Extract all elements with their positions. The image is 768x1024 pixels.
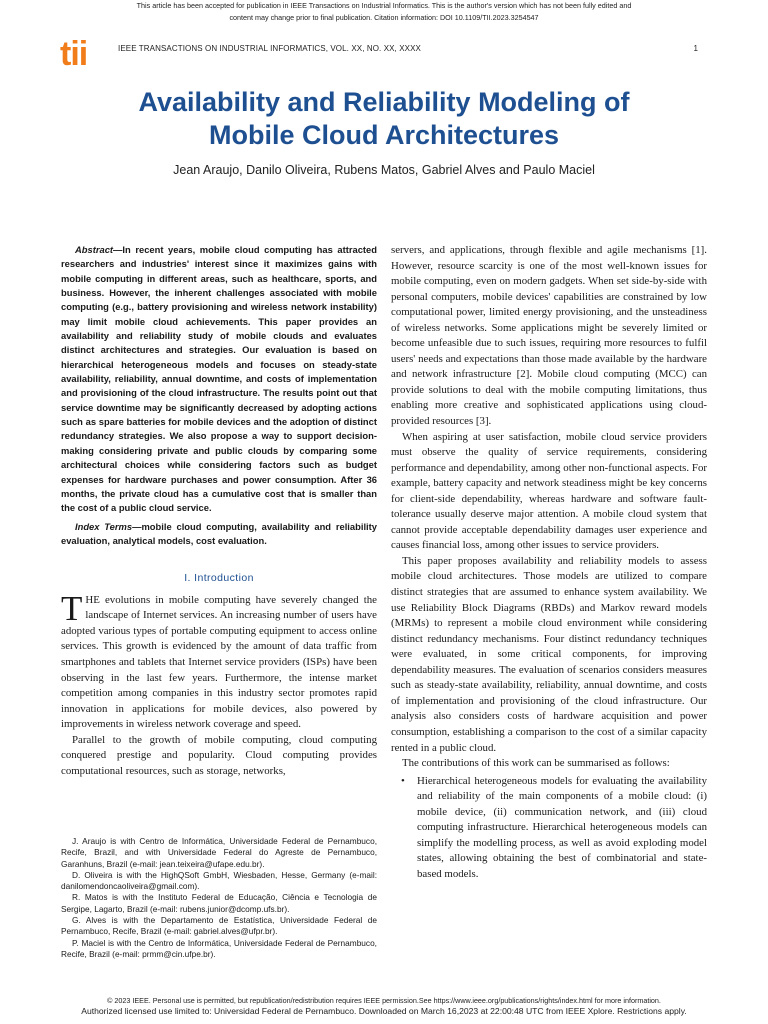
drop-cap: T	[61, 588, 83, 628]
index-terms-label: Index Terms	[75, 520, 133, 532]
author-list: Jean Araujo, Danilo Oliveira, Rubens Matos, Gabriel Alves and Paulo Maciel	[173, 163, 595, 177]
publication-notice	[0, 0, 768, 24]
list-item-text: Hierarchical heterogeneous models for evaluating the availability and reliability of the main components of a mobile cloud: (i) mobile device, (ii) communication network, and (iii) cloud computing infrastructure. Hierarchical heterogeneous models can simplify the modelling process, as well as avoid exploding model states, allowing obtaining the best of combinatorial and state-based models.	[417, 774, 707, 880]
abstract-label: Abstract	[75, 244, 114, 255]
footnote-oliveira: D. Oliveira is with the HighQSoft GmbH, Wiesbaden, Hesse, Germany (e-mail: danilomendoncaoliveira@gmail.com).	[61, 869, 377, 892]
license-notice: Authorized licensed use limited to: Universidad Federal de Pernambuco. Downloaded on March 16,2023 at 22:00:48 UTC from IEEE Xplore. Restrictions apply.	[81, 1006, 687, 1016]
copyright-notice: © 2023 IEEE. Personal use is permitted, but republication/redistribution requires IEEE permission.See https://www.ieee.org/publications/rights/index.html for more information.	[107, 996, 661, 1005]
bullet-icon: •	[401, 774, 405, 787]
abstract-text: —In recent years, mobile cloud computing has attracted researchers and industries' interest since it maximizes gains with mobile computing in different areas, such as healthcare, sports, and business. However, the inherent challenges associated with mobile computing (e.g., battery provisioning and wireless network instability) may limit mobile cloud achievements. This paper provides an availability and reliability study of mobile clouds and evaluates distinct architectures and strategies. Our evaluation is based on hierarchical heterogeneous models and focuses on steady-state availability, reliability, annual downtime, and costs of implementation and provisioning of the cloud infrastructure. The results point out that service downtime may be significantly decreased by adopting actions such as spare batteries for mobile devices and the adoption of distinct redundancy strategies. We also propose a way to support decision-making considering private and public clouds by comparing some architectural choices while considering factors such as budget expenses for hardware purchases and power consumption. After 36 months, the private cloud has a cumulative cost that is smaller than the cost of a public cloud service.	[61, 244, 377, 514]
title-line-2: Mobile Cloud Architectures	[208, 120, 560, 150]
list-item	[391, 774, 707, 883]
footnote-matos: R. Matos is with the Instituto Federal de Educação, Ciência e Tecnologia de Sergipe, Lagarto, Brazil (e-mail: rubens.junior@dcomp.ufs.br).	[61, 892, 377, 914]
paper-title	[0, 86, 768, 152]
right-paragraph-2: When aspiring at user satisfaction, mobile cloud service providers must observe the quality of service requirements, considering performance and dependability, among other non-functional aspects. For example, battery capacity and network steadiness might be key concerns for client-side dependability, whereas hardware and software fault-tolerance usually deserve major attention. A mobile cloud system that cannot provide acceptable dependability damages user experience and causes financial loss, among other issues to service providers.	[391, 430, 707, 552]
title-line-1: Availability and Reliability Modeling of	[138, 87, 630, 117]
footnote-alves: G. Alves is with the Departamento de Estatística, Universidade Federal de Pernambuco, Recife, Brazil (e-mail: gabriel.alves@ufpr.br).	[61, 915, 377, 937]
right-paragraph-3: This paper proposes availability and reliability models to assess mobile cloud architectures. Those models are utilized to compare distinct strategies that are assumed to enhance system availability. We use Reliability Block Diagrams (RBDs) and Markov reward models (MRMs) to represent a mobile cloud environment while considering distinct redundancy mechanisms. Four distinct redundancy techniques were evaluated, in some critical components, for improving dependability measures. The evaluation of scenarios considers measures such as steady-state availability, reliability, annual downtime, and costs of implementation and provisioning of the cloud infrastructure. Our analysis also considers costs of hardware acquisition and power consumption, establishing a comparison to the cost of a similar capacity rented in a public cloud.	[391, 554, 707, 754]
abstract	[61, 243, 377, 516]
tii-logo-text: tii	[60, 36, 88, 70]
intro-paragraph-1	[61, 588, 377, 733]
notice-line-2: content may change prior to final publication. Citation information: DOI 10.1109/TII.2023.3254547	[229, 13, 539, 22]
page-number: 1	[693, 44, 698, 53]
author-footnotes	[61, 836, 377, 960]
footnote-araujo: J. Araujo is with Centro de Informática, Universidade Federal de Pernambuco, Recife, Brazil, and with Universidade Federal do Agreste de Pernambuco, Garanhuns, Brazil (e-mail: jean.teixeira@ufape.edu.br).	[61, 836, 377, 869]
right-paragraph-4: The contributions of this work can be summarised as follows:	[402, 757, 670, 770]
intro-paragraph-1-text: HE evolutions in mobile computing have severely changed the landscape of Internet services. An increasing number of users have adopted various types of portable computing equipment to access online services. This growth is evidenced by the amount of data traffic from smartphones and tablets that Internet service providers (ISPs) have been observing in the last few years. Furthermore, the intense market competition among companies in this industry sector promotes rapid innovation in applications for mobile devices, also powered by improvements in wireless network coverage and speed.	[61, 593, 377, 731]
right-paragraph-1: servers, and applications, through flexible and agile mechanisms [1]. However, resource scarcity is one of the most well-known issues for mobile computing, even on modern gadgets. When set side-by-side with personal computers, mobile devices' capabilities are constrained by low computational power, limited energy provisioning, and the unsteadiness of wireless networks. Some applications might be severely limited or become unfeasible due to such issues, requiring more resources to fulfil users' needs and expectations than those made available by the hardware and network infrastructure [2]. Mobile cloud computing (MCC) can provide solutions to deal with the mobile computing limitations, thus enabling more creative and sophisticated applications using cloud-provided resources [3].	[391, 244, 707, 428]
section-heading-introduction: I. Introduction	[184, 572, 254, 585]
right-column	[391, 243, 707, 882]
intro-paragraph-2: Parallel to the growth of mobile computing, cloud computing conquered prestige and popularity. Cloud computing provides computational resources, such as storage, networks,	[61, 733, 377, 777]
footnote-maciel: P. Maciel is with the Centro de Informática, Universidade Federal de Pernambuco, Recife, Brazil (e-mail: prmm@cin.ufpe.br).	[61, 937, 377, 959]
index-terms-text: —mobile cloud computing, availability and reliability evaluation, analytical models, cost evaluation.	[61, 520, 377, 546]
tii-logo	[60, 36, 106, 70]
left-column	[61, 243, 377, 779]
notice-line-1: This article has been accepted for publication in IEEE Transactions on Industrial Informatics. This is the author's version which has not been fully edited and	[136, 1, 632, 10]
contributions-list	[391, 774, 707, 883]
index-terms	[61, 520, 377, 549]
running-head-journal: IEEE TRANSACTIONS ON INDUSTRIAL INFORMATICS, VOL. XX, NO. XX, XXXX	[118, 44, 421, 53]
